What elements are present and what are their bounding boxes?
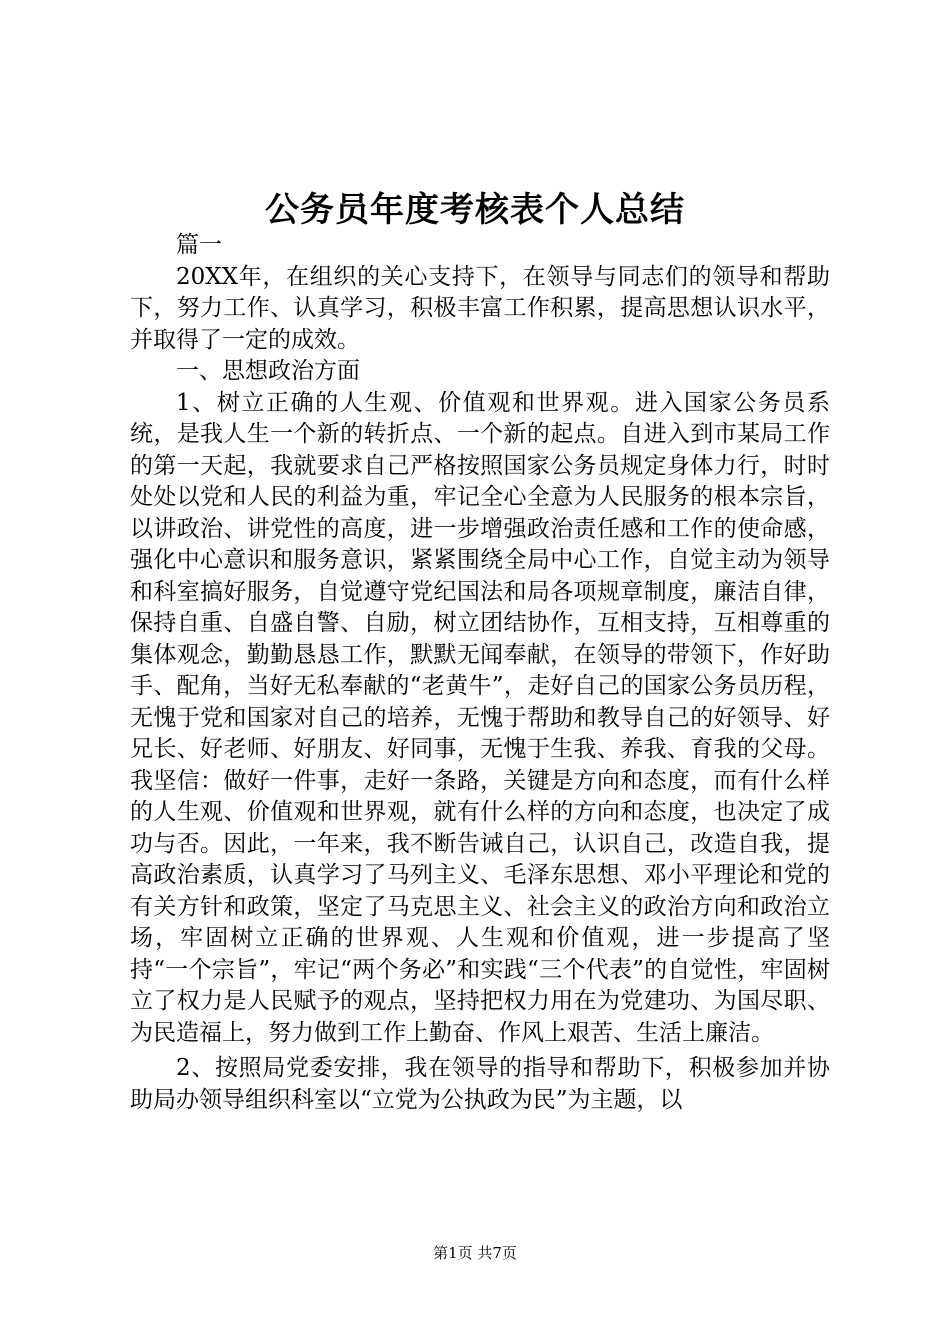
intro-paragraph: 20XX年，在组织的关心支持下，在领导与同志们的领导和帮助下，努力工作、认真学习，积极丰富工作积累，提高思想认识水平，并取得了一定的成效。 xyxy=(130,263,830,353)
document-title: 公务员年度考核表个人总结 xyxy=(265,190,685,230)
paragraph-item-2: 2、按照局党委安排，我在领导的指导和帮助下，积极参加并协助局办领导组织科室以“立党为公执政为民”为主题，以 xyxy=(130,1055,830,1113)
section-heading-part-one: 篇一 xyxy=(176,232,222,258)
section-heading-ideology: 一、思想政治方面 xyxy=(176,358,360,384)
paragraph-item-1: 1、树立正确的人生观、价值观和世界观。进入国家公务员系统，是我人生一个新的转折点、一个新的起点。自进入到市某局工作的第一天起，我就要求自己严格按照国家公务员规定身体力行，时时处处以党和人民的利益为重，牢记全心全意为人民服务的根本宗旨，以讲政治、讲党性的高度，进一步增强政治责任感和工作的使命感，强化中心意识和服务意识，紧紧围绕全局中心工作，自觉主动为领导和科室搞好服务，自觉遵守党纪国法和局各项规章制度，廉洁自律，保持自重、自盛自警、自励，树立团结协作，互相支持，互相尊重的集体观念，勤勤恳恳工作，默默无闻奉献，在领导的带领下，作好助手、配角，当好无私奉献的“老黄牛”，走好自己的国家公务员历程，无愧于党和国家对自己的培养，无愧于帮助和教导自己的好领导、好兄长、好老师、好朋友、好同事，无愧于生我、养我、育我的父母。我坚信：做好一件事，走好一条路，关键是方向和态度，而有什么样的人生观、价值观和世界观，就有什么样的方向和态度，也决定了成功与否。因此，一年来，我不断告诫自己，认识自己，改造自我，提高政治素质，认真学习了马列主义、毛泽东思想、邓小平理论和党的有关方针和政策，坚定了马克思主义、社会主义的政治方向和政治立场，牢固树立正确的世界观、人生观和价值观，进一步提高了坚持“一个宗旨”，牢记“两个务必”和实践“三个代表”的自觉性，牢固树立了权力是人民赋予的观点，坚持把权力用在为党建功、为国尽职、为民造福上，努力做到工作上勤奋、作风上艰苦、生活上廉洁。 xyxy=(130,389,830,1046)
document-body xyxy=(130,230,830,1116)
page-number-footer: 第1页 共7页 xyxy=(433,1244,517,1262)
